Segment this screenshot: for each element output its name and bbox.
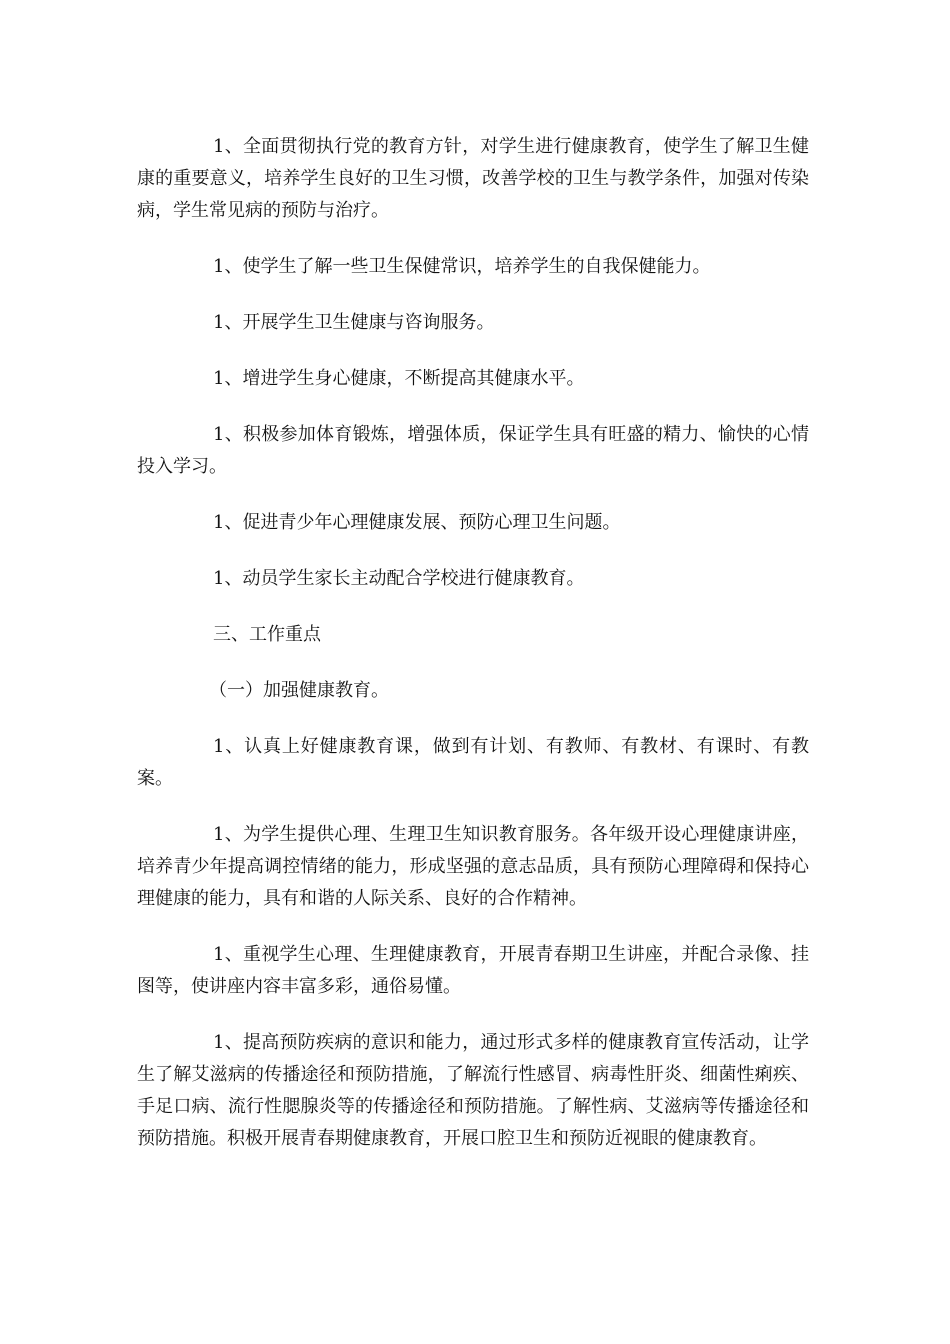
paragraph-item-psychology-services: 1、为学生提供心理、生理卫生知识教育服务。各年级开设心理健康讲座，培养青少年提高调控情绪的能力，形成坚强的意志品质，具有预防心理障碍和保持心理健康的能力，具有和谐的人际关系、良好的合作精神。 — [137, 824, 809, 909]
document-body — [137, 131, 809, 1179]
paragraph-goal-wellbeing: 1、增进学生身心健康，不断提高其健康水平。 — [213, 368, 585, 389]
paragraph-goal-parents: 1、动员学生家长主动配合学校进行健康教育。 — [213, 568, 585, 589]
paragraph-goal-consulting: 1、开展学生卫生健康与咨询服务。 — [213, 312, 495, 333]
paragraph-goal-health-knowledge: 1、使学生了解一些卫生保健常识，培养学生的自我保健能力。 — [213, 256, 711, 277]
paragraph-goal-health-education: 1、全面贯彻执行党的教育方针，对学生进行健康教育，使学生了解卫生健康的重要意义，培养学生良好的卫生习惯，改善学校的卫生与教学条件，加强对传染病，学生常见病的预防与治疗。 — [137, 136, 809, 221]
paragraph-goal-mental-health: 1、促进青少年心理健康发展、预防心理卫生问题。 — [213, 512, 621, 533]
paragraph-item-adolescence-lectures: 1、重视学生心理、生理健康教育，开展青春期卫生讲座，并配合录像、挂图等，使讲座内容丰富多彩，通俗易懂。 — [137, 944, 809, 997]
paragraph-item-disease-prevention: 1、提高预防疾病的意识和能力，通过形式多样的健康教育宣传活动，让学生了解艾滋病的传播途径和预防措施，了解流行性感冒、病毒性肝炎、细菌性痢疾、手足口病、流行性腮腺炎等的传播途径和预防措施。了解性病、艾滋病等传播途径和预防措施。积极开展青春期健康教育，开展口腔卫生和预防近视眼的健康教育。 — [137, 1032, 809, 1149]
subsection-heading-health-education: （一）加强健康教育。 — [209, 680, 389, 701]
paragraph-goal-exercise: 1、积极参加体育锻炼，增强体质，保证学生具有旺盛的精力、愉快的心情投入学习。 — [137, 424, 809, 477]
section-heading-work-focus: 三、工作重点 — [213, 624, 321, 645]
paragraph-item-courses: 1、认真上好健康教育课，做到有计划、有教师、有教材、有课时、有教案。 — [137, 736, 809, 789]
